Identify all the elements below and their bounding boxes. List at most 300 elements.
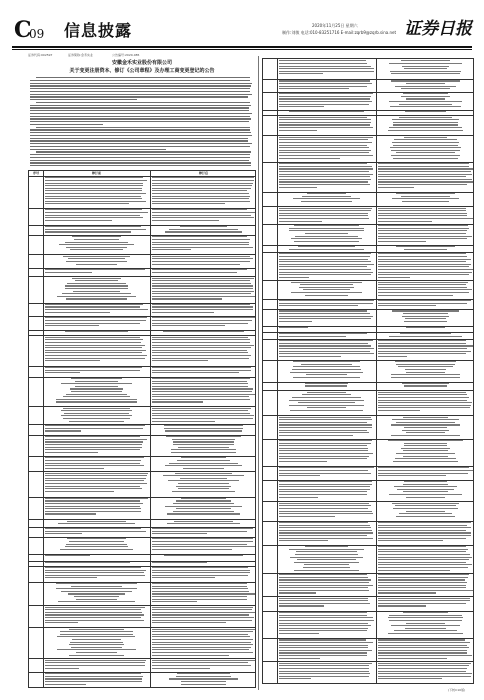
cell-text-line xyxy=(173,511,233,512)
cell-text-line xyxy=(152,247,253,248)
text-line xyxy=(30,91,250,92)
cell-text-line xyxy=(45,513,96,514)
cell-text-line xyxy=(152,339,250,340)
cell-text-line xyxy=(71,391,122,392)
cell-text-line xyxy=(279,353,374,354)
cell-text-line xyxy=(45,503,143,504)
cell-text-line xyxy=(400,333,452,334)
cell-text-line xyxy=(279,505,371,506)
cell-text-line xyxy=(45,220,112,221)
text-line xyxy=(30,165,251,166)
cell-text-line xyxy=(152,212,255,213)
cell-text-line xyxy=(401,196,450,197)
cell-text-line xyxy=(295,236,359,237)
cell-text-line xyxy=(152,306,253,307)
cell-text-line xyxy=(279,422,367,423)
cell-text-line xyxy=(279,491,367,492)
cell-text-line xyxy=(61,415,131,416)
cell-text-line xyxy=(279,316,373,317)
text-line xyxy=(30,85,251,86)
cell-text-line xyxy=(45,342,141,343)
cell-text-line xyxy=(63,256,130,257)
cell-text-line xyxy=(378,600,470,601)
cell-text-line xyxy=(378,174,472,175)
cell-text-line xyxy=(388,633,463,634)
cell-text-line xyxy=(45,488,142,489)
announcement-number: 公告编号:2020-085 xyxy=(112,53,140,57)
cell-text-line xyxy=(279,484,372,485)
cell-text-line xyxy=(169,463,238,464)
cell-text-line xyxy=(152,607,253,608)
cell-text-line xyxy=(152,634,248,635)
cell-text-line xyxy=(279,617,373,618)
cell-text-line xyxy=(175,473,231,474)
cell-text-line xyxy=(391,374,460,375)
cell-text-line xyxy=(164,425,243,426)
cell-text-line xyxy=(279,508,368,509)
cell-text-line xyxy=(45,612,142,613)
cell-text-line xyxy=(279,600,368,601)
cell-text-line xyxy=(152,256,250,257)
cell-text-line xyxy=(152,660,255,661)
cell-text-line xyxy=(391,73,459,74)
cell-text-line xyxy=(152,531,247,532)
cell-text-line xyxy=(279,532,373,533)
cell-text-line xyxy=(65,242,128,243)
cell-text-line xyxy=(279,458,367,459)
cell-text-line xyxy=(45,201,146,202)
text-line xyxy=(30,132,251,133)
cell-text-line xyxy=(45,337,140,338)
cell-text-line xyxy=(152,372,239,373)
section-number: 09 xyxy=(29,27,45,41)
cell-text-line xyxy=(279,336,346,337)
cell-text-line xyxy=(45,226,141,227)
cell-text-line xyxy=(378,407,470,408)
cell-text-line xyxy=(390,147,461,148)
cell-text-line xyxy=(378,184,467,185)
cell-text-line xyxy=(378,642,470,643)
cell-text-line xyxy=(279,147,369,148)
cell-text-line xyxy=(378,166,469,167)
cell-text-line xyxy=(404,443,446,444)
cell-text-line xyxy=(72,278,121,279)
col-rule xyxy=(150,171,151,687)
cell-text-line xyxy=(378,663,471,664)
cell-text-line xyxy=(74,239,119,240)
cell-text-line xyxy=(152,312,214,313)
cell-text-line xyxy=(181,681,225,682)
cell-text-line xyxy=(279,503,369,504)
cell-text-line xyxy=(152,418,253,419)
cell-text-line xyxy=(45,198,142,199)
cell-text-line xyxy=(60,549,134,550)
cell-text-line xyxy=(45,486,140,487)
cell-text-line xyxy=(45,614,144,615)
cell-text-line xyxy=(405,369,446,370)
cell-text-line xyxy=(279,663,372,664)
cell-text-line xyxy=(293,361,360,362)
cell-text-line xyxy=(393,145,457,146)
cell-text-line xyxy=(45,441,143,442)
cell-text-line xyxy=(152,320,252,321)
cell-text-line xyxy=(307,193,346,194)
cell-text-line xyxy=(378,269,473,270)
cell-text-line xyxy=(378,233,466,234)
cell-text-line xyxy=(378,236,472,237)
cell-text-line xyxy=(378,467,469,468)
cell-text-line xyxy=(395,361,455,362)
cell-text-line xyxy=(61,410,131,411)
cell-text-line xyxy=(378,554,470,555)
cell-text-line xyxy=(291,282,362,283)
cell-text-line xyxy=(169,678,239,679)
text-line xyxy=(30,83,252,84)
cell-text-line xyxy=(152,264,240,265)
amendment-table-right xyxy=(262,58,474,684)
issue-date: 2020年11月25日 星期六 xyxy=(312,23,358,28)
cell-text-line xyxy=(378,284,466,285)
cell-text-line xyxy=(303,289,350,290)
company-name: 安徽金禾实业股份有限公司 xyxy=(111,60,172,66)
cell-text-line xyxy=(294,562,360,563)
cell-text-line xyxy=(63,408,130,409)
cell-text-line xyxy=(392,419,459,420)
cell-text-line xyxy=(152,285,253,286)
text-line xyxy=(30,154,250,155)
cell-text-line xyxy=(378,272,472,273)
cell-text-line xyxy=(152,220,219,221)
cell-text-line xyxy=(152,367,251,368)
cell-text-line xyxy=(393,124,459,125)
cell-text-line xyxy=(68,258,126,259)
cell-text-line xyxy=(406,497,444,498)
cell-text-line xyxy=(378,345,473,346)
cell-text-line xyxy=(45,360,100,361)
cell-text-line xyxy=(378,658,447,659)
cell-text-line xyxy=(403,612,448,613)
cell-text-line xyxy=(152,394,255,395)
cell-text-line xyxy=(69,421,124,422)
cell-text-line xyxy=(45,452,98,453)
cell-text-line xyxy=(64,413,129,414)
cell-text-line xyxy=(181,457,226,458)
cell-text-line xyxy=(279,630,367,631)
cell-text-line xyxy=(393,461,458,462)
cell-text-line xyxy=(399,117,453,118)
cell-text-line xyxy=(152,261,250,262)
cell-text-line xyxy=(289,549,364,550)
cell-text-line xyxy=(279,86,367,87)
cell-text-line xyxy=(279,579,371,580)
cell-text-line xyxy=(279,497,318,498)
cell-text-line xyxy=(305,233,347,234)
cell-text-line xyxy=(378,221,432,222)
cell-text-line xyxy=(295,554,358,555)
cell-text-line xyxy=(70,642,123,643)
cell-text-line xyxy=(378,402,472,403)
cell-text-line xyxy=(279,168,373,169)
cell-text-line xyxy=(298,246,356,247)
cell-text-line xyxy=(152,421,215,422)
cell-text-line xyxy=(394,630,457,631)
cell-text-line xyxy=(279,582,369,583)
cell-text-line xyxy=(152,198,249,199)
cell-text-line xyxy=(152,296,255,297)
cell-text-line xyxy=(45,229,146,230)
amendment-table-left xyxy=(28,170,256,688)
cell-text-line xyxy=(152,352,248,353)
cell-text-line xyxy=(378,525,467,526)
cell-text-line xyxy=(279,574,367,575)
cell-text-line xyxy=(290,557,363,558)
cell-text-line xyxy=(378,303,467,304)
cell-text-line xyxy=(279,127,373,128)
cell-text-line xyxy=(152,629,255,630)
cell-text-line xyxy=(152,575,248,576)
cell-text-line xyxy=(396,453,454,454)
text-line xyxy=(30,143,252,144)
cell-text-line xyxy=(152,293,251,294)
cell-text-line xyxy=(152,177,254,178)
cell-text-line xyxy=(279,645,368,646)
text-line xyxy=(30,110,249,111)
cell-text-line xyxy=(65,331,128,332)
cell-text-line xyxy=(152,236,247,237)
cell-text-line xyxy=(378,282,468,283)
cell-text-line xyxy=(66,247,128,248)
cell-text-line xyxy=(152,278,254,279)
cell-text-line xyxy=(45,483,147,484)
cell-text-line xyxy=(279,176,370,177)
cell-text-line xyxy=(378,171,471,172)
cell-text-line xyxy=(152,345,254,346)
cell-text-line xyxy=(75,381,118,382)
cell-text-line xyxy=(378,652,467,653)
cell-text-line xyxy=(389,101,463,102)
cell-text-line xyxy=(165,231,242,232)
cell-text-line xyxy=(378,564,472,565)
cell-text-line xyxy=(152,381,247,382)
cell-text-line xyxy=(45,463,140,464)
cell-text-line xyxy=(378,300,471,301)
cell-text-line xyxy=(152,298,222,299)
cell-text-line xyxy=(405,628,446,629)
cell-text-line xyxy=(378,343,466,344)
cell-text-line xyxy=(57,649,136,650)
cell-text-line xyxy=(378,530,466,531)
cell-text-line xyxy=(152,347,251,348)
cell-text-line xyxy=(45,430,81,431)
cell-text-line xyxy=(290,372,363,373)
column-divider xyxy=(258,56,259,690)
cell-text-line xyxy=(65,285,128,286)
cell-text-line xyxy=(378,473,468,474)
cell-text-line xyxy=(45,196,141,197)
cell-text-line xyxy=(152,269,247,270)
cell-text-line xyxy=(279,577,368,578)
cell-text-line xyxy=(45,676,143,677)
cell-text-line xyxy=(378,163,469,164)
cell-text-line xyxy=(378,259,471,260)
text-line xyxy=(30,96,248,97)
cell-text-line xyxy=(152,538,253,539)
cell-text-line xyxy=(45,185,143,186)
cell-text-line xyxy=(60,634,133,635)
cell-text-line xyxy=(152,355,251,356)
cell-text-line xyxy=(58,601,135,602)
cell-text-line xyxy=(45,465,144,466)
cell-text-line xyxy=(45,460,141,461)
cell-text-line xyxy=(152,196,250,197)
cell-text-line xyxy=(56,588,136,589)
cell-text-line xyxy=(152,544,247,545)
cell-text-line xyxy=(300,284,353,285)
cell-text-line xyxy=(152,370,251,371)
cell-text-line xyxy=(396,246,455,247)
col-rule xyxy=(43,171,44,687)
cell-text-line xyxy=(45,215,140,216)
text-line xyxy=(30,80,250,81)
cell-text-line xyxy=(279,181,368,182)
cell-text-line xyxy=(279,461,327,462)
cell-text-line xyxy=(406,327,445,328)
cell-text-line xyxy=(66,298,126,299)
cell-text-line xyxy=(45,309,148,310)
cell-text-line xyxy=(388,617,464,618)
cell-text-line xyxy=(152,283,251,284)
cell-text-line xyxy=(152,217,254,218)
cell-text-line xyxy=(406,623,445,624)
cell-text-line xyxy=(378,678,442,679)
cell-text-line xyxy=(45,528,141,529)
cell-text-line xyxy=(165,465,242,466)
cell-text-line xyxy=(152,378,250,379)
cell-text-line xyxy=(297,559,356,560)
cell-text-line xyxy=(378,353,466,354)
cell-text-line xyxy=(67,521,126,522)
cell-text-line xyxy=(378,647,469,648)
cell-text-line xyxy=(152,291,254,292)
cell-text-line xyxy=(279,117,367,118)
cell-text-line xyxy=(279,261,371,262)
cell-text-line xyxy=(378,587,466,588)
cell-text-line xyxy=(279,152,369,153)
cell-text-line xyxy=(396,152,456,153)
cell-text-line xyxy=(378,340,466,341)
cell-text-line xyxy=(152,639,253,640)
header-before: 修订前 xyxy=(91,171,101,175)
cell-text-line xyxy=(378,532,471,533)
cell-text-line xyxy=(378,274,469,275)
cell-text-line xyxy=(279,652,367,653)
cell-text-line xyxy=(279,516,335,517)
section-letter: C xyxy=(14,17,32,43)
cell-text-line xyxy=(152,546,255,547)
cell-text-line xyxy=(152,401,203,402)
cell-text-line xyxy=(279,535,367,536)
cell-text-line xyxy=(152,304,250,305)
cell-text-line xyxy=(76,652,117,653)
cell-text-line xyxy=(45,320,146,321)
cell-text-line xyxy=(152,528,253,529)
cell-text-line xyxy=(45,673,141,674)
cell-text-line xyxy=(279,467,374,468)
cell-text-line xyxy=(67,538,127,539)
cell-text-line xyxy=(279,60,366,61)
cell-text-line xyxy=(279,158,340,159)
cell-text-line xyxy=(152,188,251,189)
cell-text-line xyxy=(279,313,370,314)
cell-text-line xyxy=(378,557,472,558)
cell-text-line xyxy=(378,570,450,571)
cell-text-line xyxy=(279,628,368,629)
cell-text-line xyxy=(279,445,367,446)
cell-text-line xyxy=(378,645,467,646)
cell-text-line xyxy=(279,623,368,624)
cell-text-line xyxy=(279,68,374,69)
cell-text-line xyxy=(279,333,367,334)
cell-text-line xyxy=(152,533,207,534)
cell-text-line xyxy=(61,591,132,592)
cell-text-line xyxy=(45,317,147,318)
cell-text-line xyxy=(403,417,448,418)
cell-text-line xyxy=(389,127,462,128)
cell-text-line xyxy=(45,555,90,556)
cell-text-line xyxy=(45,498,148,499)
cell-text-line xyxy=(279,63,367,64)
cell-text-line xyxy=(152,620,252,621)
cell-text-line xyxy=(406,98,444,99)
cell-text-line xyxy=(378,655,472,656)
cell-text-line xyxy=(72,639,120,640)
cell-text-line xyxy=(378,605,426,606)
table-header xyxy=(29,171,255,177)
cell-text-line xyxy=(62,293,130,294)
cell-text-line xyxy=(279,139,368,140)
cell-text-line xyxy=(392,119,459,120)
cell-text-line xyxy=(279,440,372,441)
cell-text-line xyxy=(391,155,461,156)
cell-text-line xyxy=(406,511,445,512)
cell-text-line xyxy=(279,658,320,659)
cell-text-line xyxy=(45,339,143,340)
cell-text-line xyxy=(378,574,469,575)
cell-text-line xyxy=(279,671,369,672)
cell-text-line xyxy=(76,264,118,265)
text-line xyxy=(30,129,250,130)
cell-text-line xyxy=(279,98,370,99)
cell-text-line xyxy=(172,439,235,440)
cell-text-line xyxy=(152,617,254,618)
cell-text-line xyxy=(395,86,457,87)
cell-text-line xyxy=(279,210,371,211)
cell-text-line xyxy=(152,383,248,384)
cell-text-line xyxy=(279,348,374,349)
cell-text-line xyxy=(378,668,467,669)
cell-text-line xyxy=(152,183,253,184)
cell-text-line xyxy=(279,612,367,613)
cell-text-line xyxy=(279,603,370,604)
cell-text-line xyxy=(290,410,363,411)
cell-text-line xyxy=(378,295,453,296)
cell-text-line xyxy=(152,399,250,400)
cell-text-line xyxy=(65,546,129,547)
cell-text-line xyxy=(279,585,373,586)
text-line xyxy=(30,118,251,119)
col-rule xyxy=(376,59,377,683)
cell-text-line xyxy=(393,122,457,123)
